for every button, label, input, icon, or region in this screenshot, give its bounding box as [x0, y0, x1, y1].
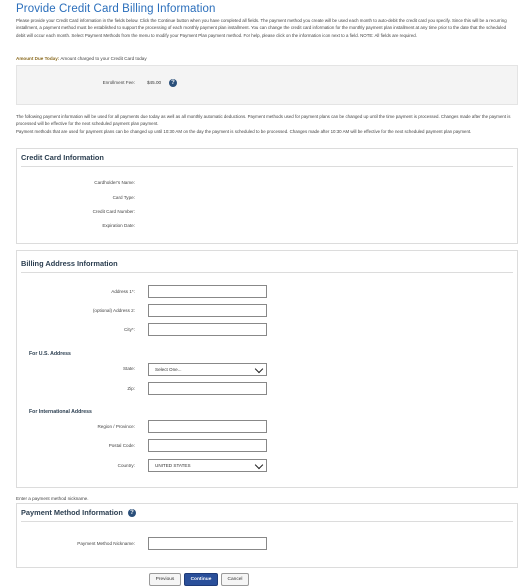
postal-code-label: Postal Code:: [108, 443, 135, 448]
payment-info-text: [16, 113, 516, 135]
chevron-down-icon: [255, 461, 263, 469]
address2-input[interactable]: [148, 304, 267, 317]
postal-code-input[interactable]: [148, 439, 267, 452]
state-select-value: Select One...: [155, 367, 182, 372]
previous-button[interactable]: Previous: [149, 573, 181, 586]
international-address-heading: For International Address: [29, 409, 92, 415]
help-icon[interactable]: ?: [169, 79, 177, 87]
intro-text: Please provide your Credit Card information in the fields below. Click the Continue button when you have completed all fields. The payment method you create will be used each month to auto-debit the credit card you specify. Since this will be a recurring installment, a payment method must be established to support the processing of each monthly payment plan installment. You can change the credit card information for the monthly payment plan installment at any time prior to the date that the scheduled debit will occur each month. Select Payment Methods from the menu to modify your Payment Plan payment method. For help, please click on the information icon next to a field. NOTE: All fields are required.: [16, 18, 507, 38]
zip-input[interactable]: [148, 382, 267, 395]
continue-button[interactable]: Continue: [184, 573, 218, 586]
credit-card-heading: Credit Card Information: [21, 149, 513, 167]
payment-method-panel: [16, 503, 518, 568]
state-label: State:: [122, 366, 135, 371]
address2-label: (optional) Address 2:: [92, 308, 135, 313]
expiration-date-label: Expiration Date:: [102, 223, 135, 228]
address1-label: Address 1*:: [111, 289, 135, 294]
page-title: Provide Credit Card Billing Information: [16, 3, 216, 15]
zip-label: Zip:: [127, 386, 135, 391]
us-address-heading: For U.S. Address: [29, 351, 71, 357]
region-input[interactable]: [148, 420, 267, 433]
payment-info-line1: The following payment information will be used for all payments due today as well as all monthly automatic deductions. Payment methods used for payment plans can be changed up until the time payment is processed. Changes made after the payment is processed will be effective for the next scheduled payment plan payment.: [16, 114, 511, 127]
state-select[interactable]: [148, 363, 267, 376]
payment-method-heading: Payment Method Information: [21, 504, 513, 522]
nickname-input[interactable]: [148, 537, 267, 550]
amount-due-line: [16, 56, 147, 61]
enrollment-fee-label: Enrollment Fee:: [102, 80, 135, 85]
payment-info-line2: Payment methods that are used for payment plans can be changed up until 10:30 AM on the day the payment is scheduled to be processed. Changes made after 10:30 AM will be effective for the next scheduled payment plan payment.: [16, 128, 472, 134]
card-number-label: Credit Card Number:: [92, 209, 135, 214]
billing-address-heading: Billing Address Information: [21, 255, 513, 273]
chevron-down-icon: [255, 365, 263, 373]
credit-card-panel: [16, 148, 518, 244]
city-input[interactable]: [148, 323, 267, 336]
country-select[interactable]: [148, 459, 267, 472]
region-label: Region / Province:: [97, 424, 135, 429]
enrollment-fee-value: $45.00: [147, 80, 162, 85]
country-select-value: UNITED STATES: [155, 463, 191, 468]
cancel-button[interactable]: Cancel: [221, 573, 249, 586]
amount-due-text: Amount charged to your Credit Card today: [60, 56, 147, 61]
nickname-note: Enter a payment method nickname.: [16, 496, 89, 501]
city-label: City*:: [124, 327, 135, 332]
cardholder-name-label: Cardholder's Name:: [94, 180, 135, 185]
amount-due-label: Amount Due Today:: [16, 56, 60, 61]
country-label: Country:: [117, 463, 135, 468]
address1-input[interactable]: [148, 285, 267, 298]
card-type-label: Card Type:: [112, 195, 135, 200]
help-icon[interactable]: ?: [128, 509, 136, 517]
billing-address-panel: [16, 250, 518, 488]
enrollment-fee-box: [16, 65, 518, 105]
nickname-label: Payment Method Nickname:: [77, 541, 135, 546]
